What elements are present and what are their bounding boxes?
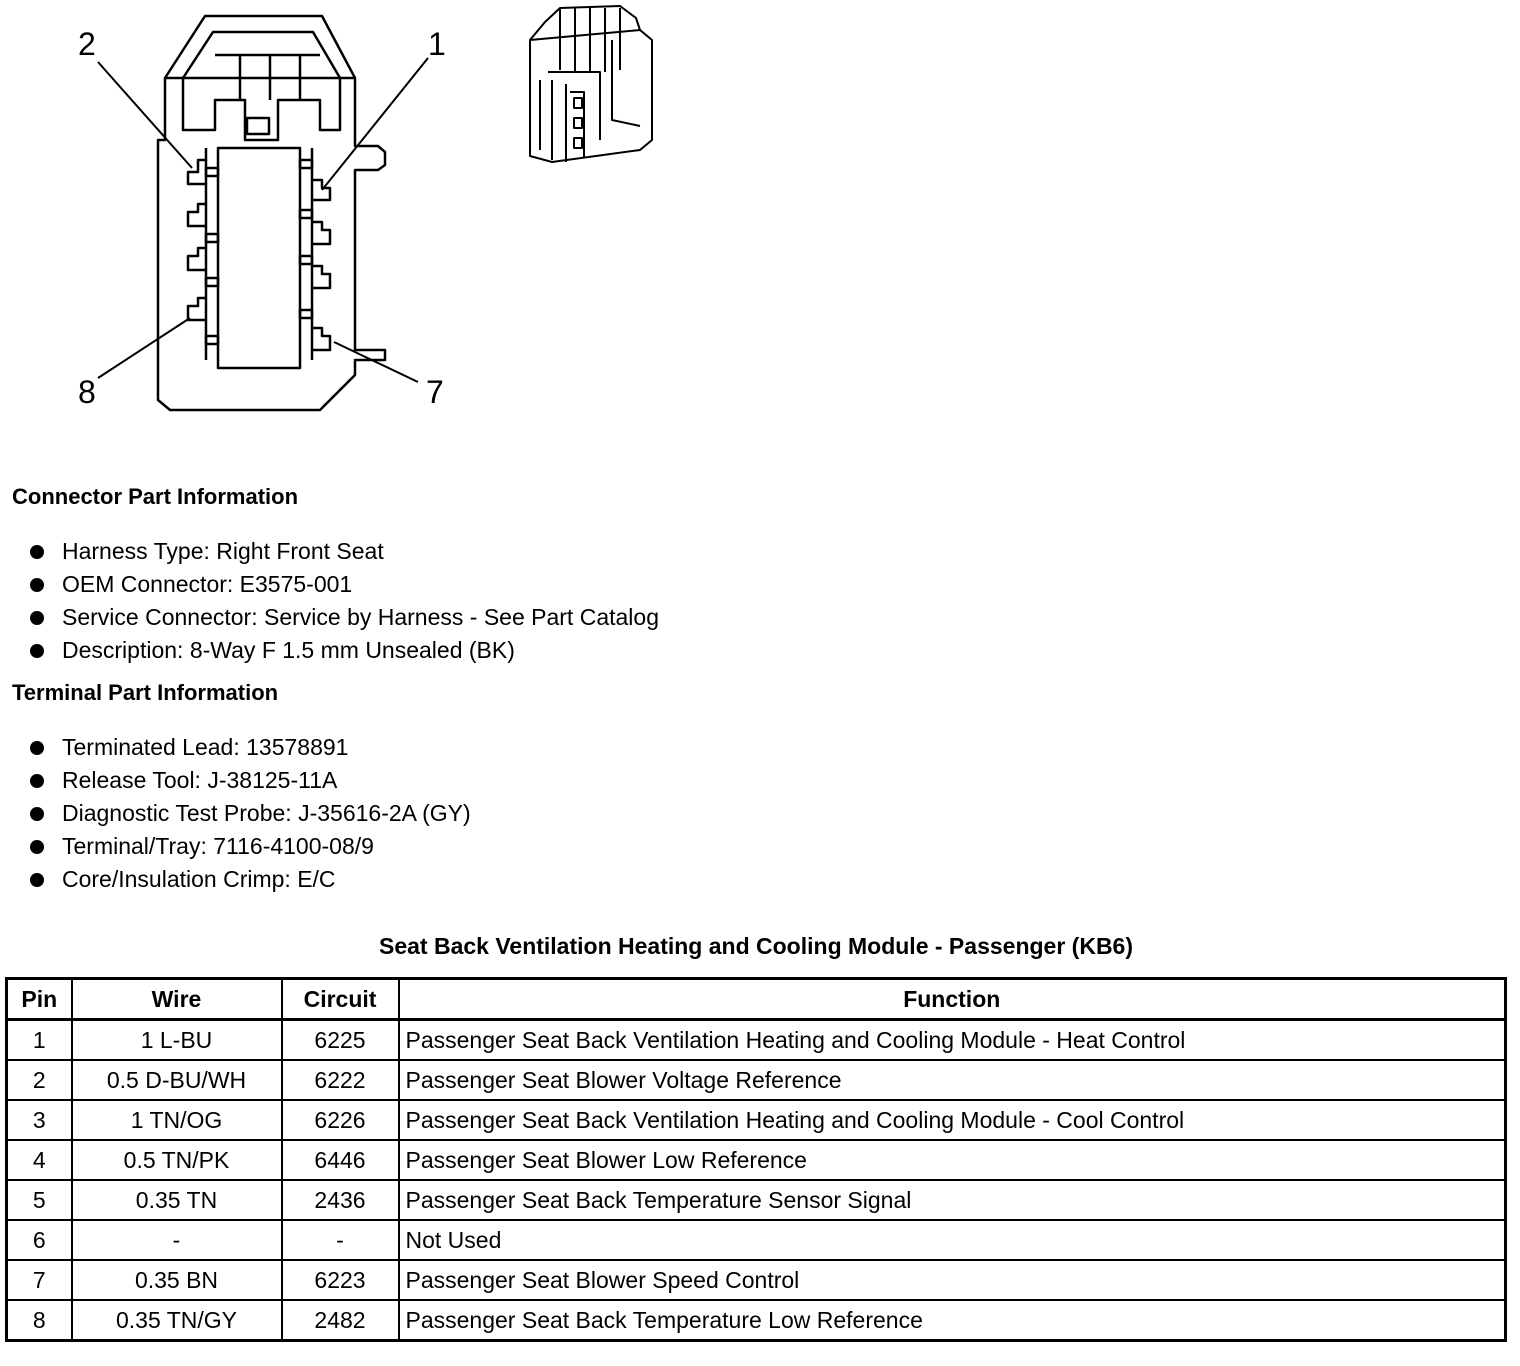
leader-line-7	[334, 342, 418, 382]
list-item: Description: 8-Way F 1.5 mm Unsealed (BK)	[30, 634, 659, 667]
connector-diagram	[0, 0, 700, 420]
list-item: Diagnostic Test Probe: J-35616-2A (GY)	[30, 797, 471, 830]
list-item: OEM Connector: E3575-001	[30, 568, 659, 601]
cell-wire: 0.5 D-BU/WH	[72, 1060, 282, 1100]
connector-3d-thumbnail	[530, 6, 652, 162]
terminal-body	[218, 148, 300, 368]
cell-pin: 4	[7, 1140, 72, 1180]
bullet-icon	[30, 741, 44, 755]
cell-pin: 5	[7, 1180, 72, 1220]
bullet-icon	[30, 644, 44, 658]
cell-circuit: -	[282, 1220, 399, 1260]
cell-wire: 0.35 BN	[72, 1260, 282, 1300]
bullet-icon	[30, 873, 44, 887]
cell-circuit: 6223	[282, 1260, 399, 1300]
callout-pin-7: 7	[426, 374, 444, 410]
cell-function: Passenger Seat Blower Low Reference	[399, 1140, 1506, 1180]
cell-circuit: 2436	[282, 1180, 399, 1220]
cell-wire: 0.35 TN/GY	[72, 1300, 282, 1341]
table-row	[7, 1260, 1506, 1300]
connector-housing-outline	[158, 78, 385, 410]
cell-pin: 1	[7, 1020, 72, 1061]
cell-pin: 3	[7, 1100, 72, 1140]
cell-circuit: 2482	[282, 1300, 399, 1341]
cell-wire: 1 L-BU	[72, 1020, 282, 1061]
list-item: Terminal/Tray: 7116-4100-08/9	[30, 830, 471, 863]
cell-function: Passenger Seat Back Ventilation Heating and Cooling Module - Cool Control	[399, 1100, 1506, 1140]
list-item: Release Tool: J-38125-11A	[30, 764, 471, 797]
cell-pin: 8	[7, 1300, 72, 1341]
header-circuit: Circuit	[282, 979, 399, 1020]
table-row	[7, 1140, 1506, 1180]
callout-pin-1: 1	[428, 26, 446, 62]
connector-latch	[165, 16, 355, 78]
pin-table-title: Seat Back Ventilation Heating and Cooling Module - Passenger (KB6)	[378, 933, 1133, 959]
cell-circuit: 6225	[282, 1020, 399, 1061]
list-item: Terminated Lead: 13578891	[30, 731, 471, 764]
cell-circuit: 6446	[282, 1140, 399, 1180]
list-item: Core/Insulation Crimp: E/C	[30, 863, 471, 896]
callout-pin-8: 8	[78, 374, 96, 410]
table-row	[7, 1300, 1506, 1341]
cell-wire: 0.5 TN/PK	[72, 1140, 282, 1180]
header-pin: Pin	[7, 979, 72, 1020]
cell-wire: -	[72, 1220, 282, 1260]
cell-function: Passenger Seat Back Temperature Low Reference	[399, 1300, 1506, 1341]
table-row	[7, 1060, 1506, 1100]
cell-function: Passenger Seat Blower Voltage Reference	[399, 1060, 1506, 1100]
connector-info-list	[30, 535, 659, 667]
right-terminals	[300, 160, 330, 350]
bullet-icon	[30, 545, 44, 559]
table-row	[7, 1180, 1506, 1220]
bullet-icon	[30, 807, 44, 821]
bullet-icon	[30, 611, 44, 625]
cell-function: Passenger Seat Back Ventilation Heating and Cooling Module - Heat Control	[399, 1020, 1506, 1061]
cell-wire: 1 TN/OG	[72, 1100, 282, 1140]
pin-table	[5, 977, 1507, 1342]
cell-pin: 7	[7, 1260, 72, 1300]
leader-line-8	[98, 318, 190, 378]
terminal-info-title: Terminal Part Information	[12, 680, 279, 705]
list-item: Service Connector: Service by Harness - See Part Catalog	[30, 601, 659, 634]
cell-pin: 2	[7, 1060, 72, 1100]
cell-circuit: 6222	[282, 1060, 399, 1100]
table-row	[7, 1220, 1506, 1260]
cell-function: Not Used	[399, 1220, 1506, 1260]
table-row	[7, 1020, 1506, 1061]
table-row	[7, 1100, 1506, 1140]
bullet-icon	[30, 578, 44, 592]
cell-pin: 6	[7, 1220, 72, 1260]
callout-pin-2: 2	[78, 26, 96, 62]
table-header-row	[7, 979, 1506, 1020]
terminal-info-list	[30, 731, 471, 896]
cell-function: Passenger Seat Blower Speed Control	[399, 1260, 1506, 1300]
cell-function: Passenger Seat Back Temperature Sensor Signal	[399, 1180, 1506, 1220]
cell-circuit: 6226	[282, 1100, 399, 1140]
header-wire: Wire	[72, 979, 282, 1020]
connector-info-title: Connector Part Information	[12, 484, 299, 509]
list-item: Harness Type: Right Front Seat	[30, 535, 659, 568]
header-function: Function	[399, 979, 1506, 1020]
bullet-icon	[30, 840, 44, 854]
bullet-icon	[30, 774, 44, 788]
left-terminals	[188, 160, 218, 344]
cell-wire: 0.35 TN	[72, 1180, 282, 1220]
